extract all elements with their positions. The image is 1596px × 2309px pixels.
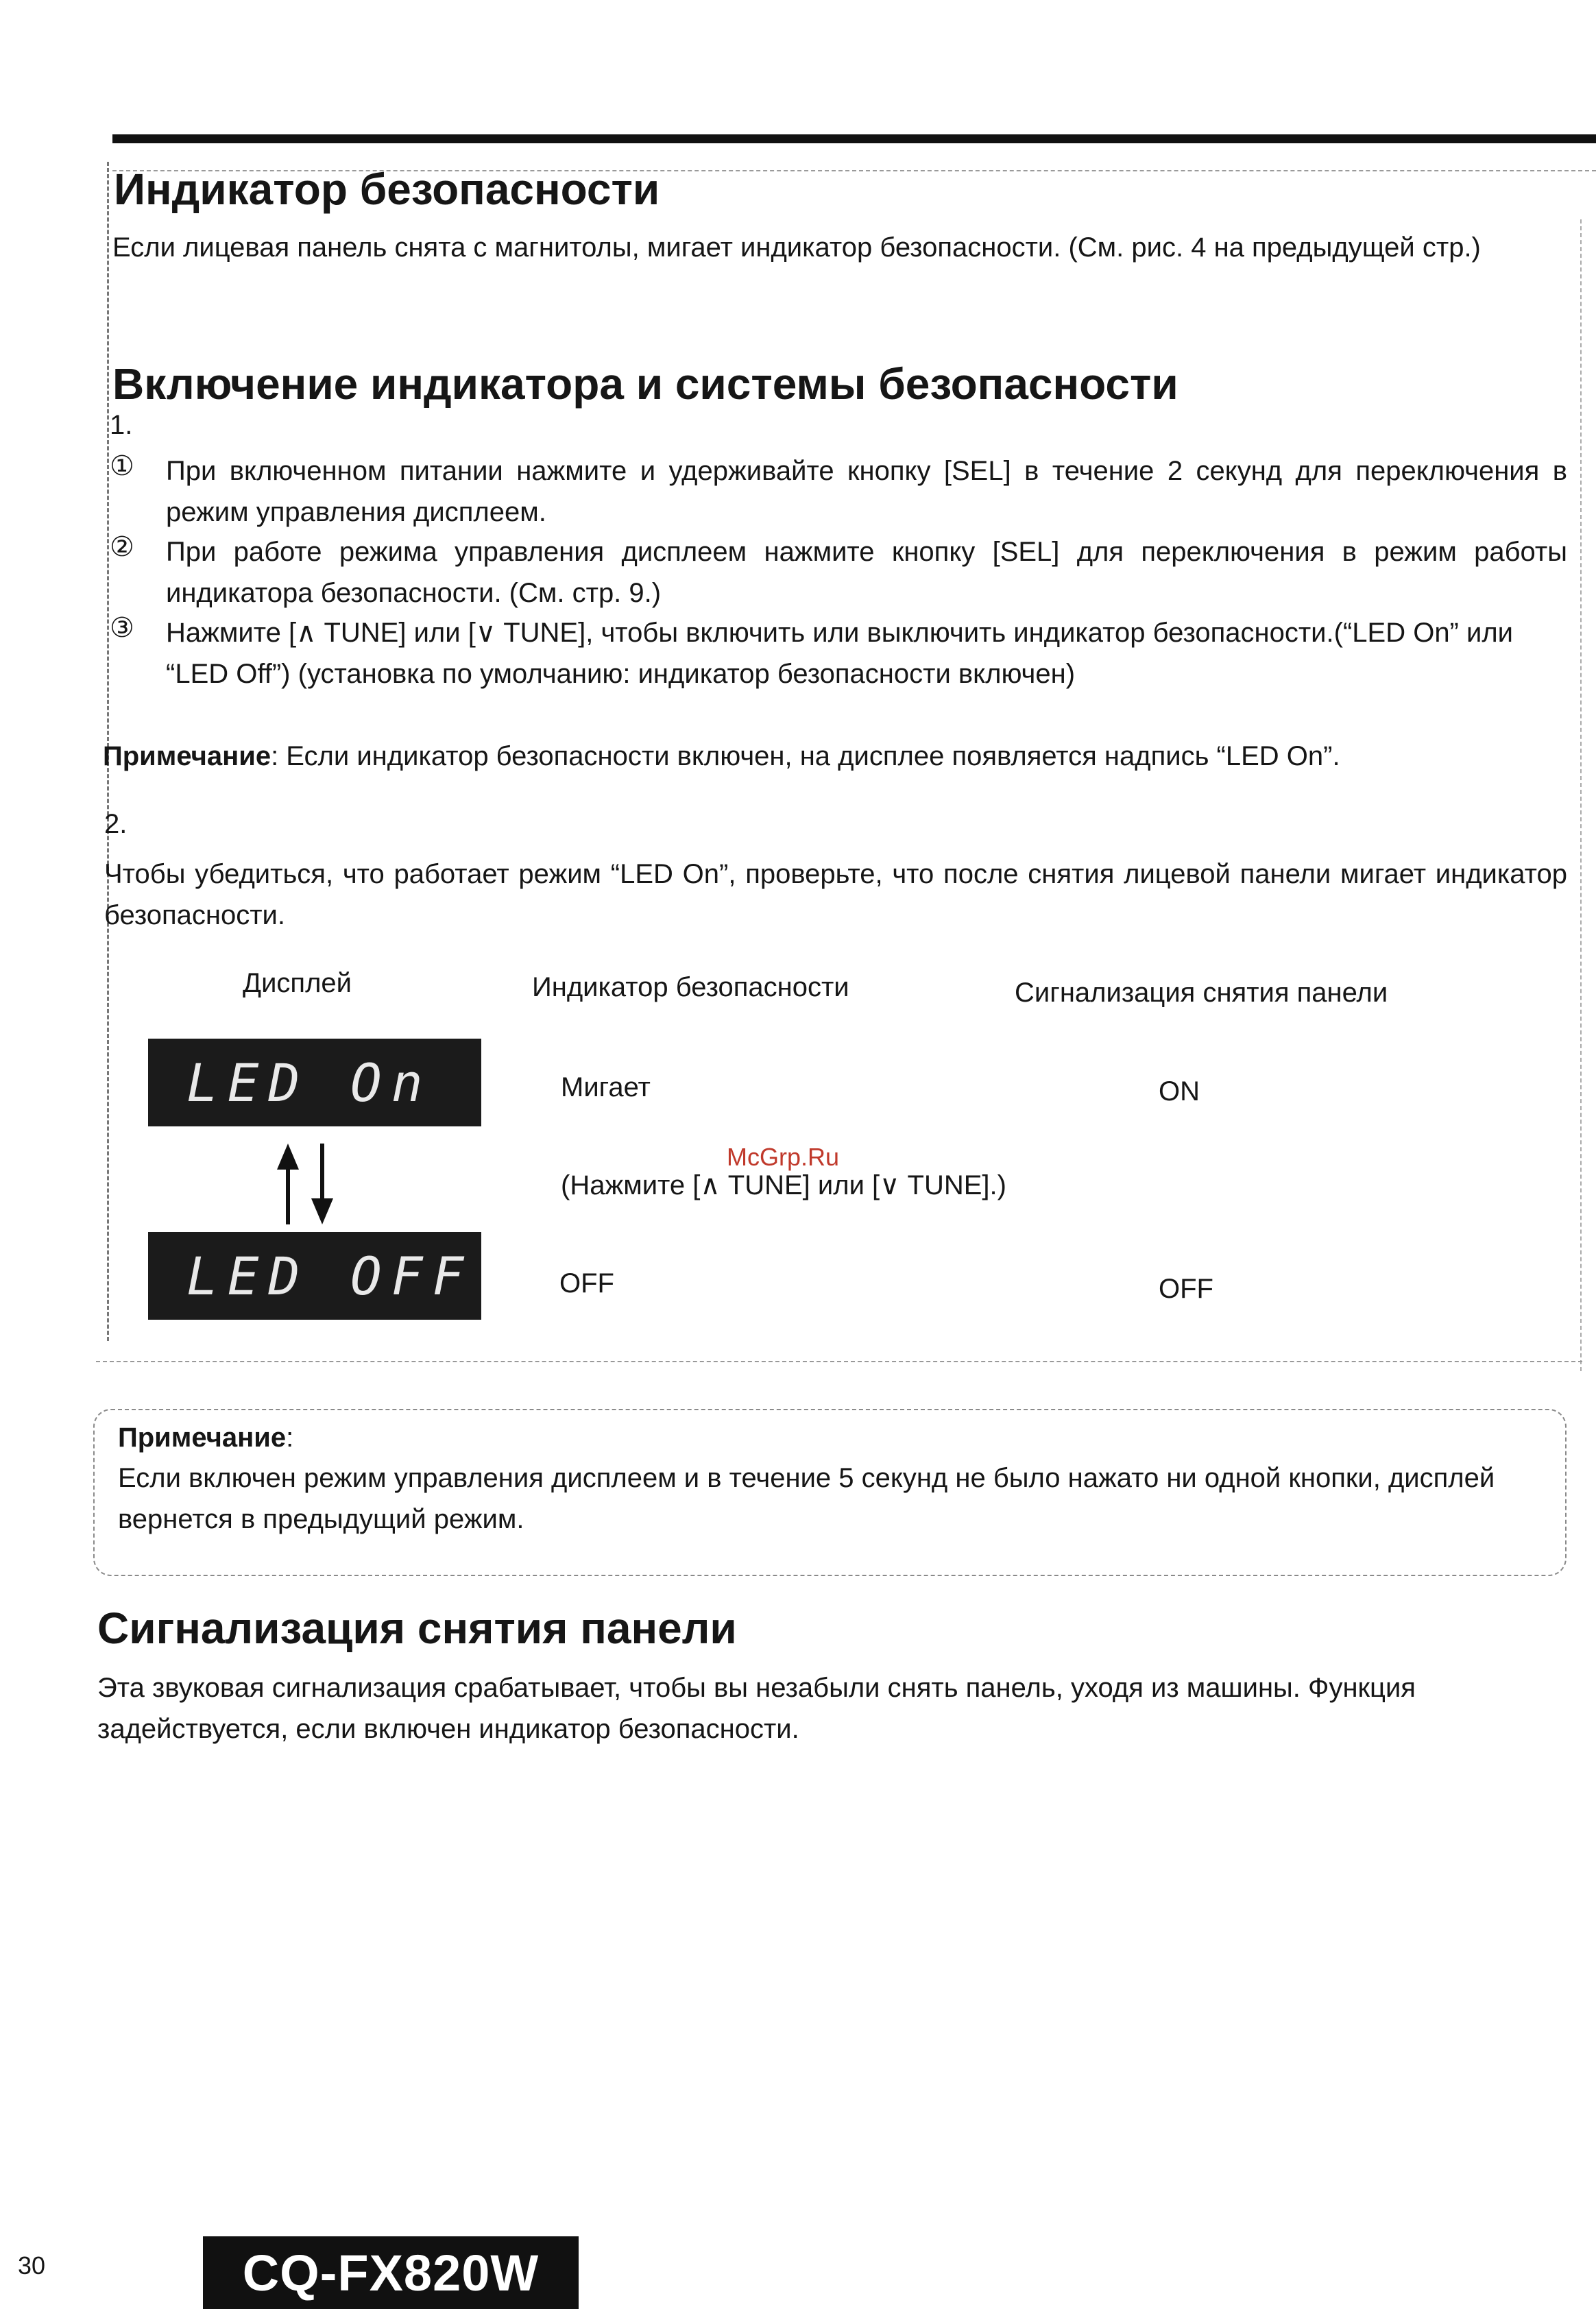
lcd-display-led-on: LED On	[148, 1039, 481, 1126]
section-title-enable-indicator: Включение индикатора и системы безопасности	[112, 359, 1178, 409]
step-2-text: При работе режима управления дисплеем нажмите кнопку [SEL] для переключения в режим работы индикатора безопасности. (См. стр. 9.)	[166, 537, 1567, 608]
dashed-margin-right	[1580, 219, 1582, 1371]
note-box-label-line	[118, 1416, 293, 1459]
step-marker-2: ②	[110, 532, 134, 562]
top-rule	[112, 134, 1596, 143]
column-header-display: Дисплей	[243, 968, 352, 998]
section-security-indicator-text: Если лицевая панель снята с магнитолы, мигает индикатор безопасности. (См. рис. 4 на предыдущей стр.)	[112, 232, 1481, 263]
row2-indicator-value: OFF	[559, 1268, 614, 1298]
step-2-paragraph: Чтобы убедиться, что работает режим “LED On”, проверьте, что после снятия лицевой панели мигает индикатор безопасности.	[104, 859, 1567, 930]
dashed-divider-section	[96, 1361, 1582, 1362]
watermark-text: McGrp.Ru	[727, 1143, 840, 1171]
section-title-security-indicator: Индикатор безопасности	[114, 165, 660, 214]
note-box-label: Примечание	[118, 1423, 287, 1453]
note-inline-label: Примечание	[103, 741, 271, 771]
step-3-text: Нажмите [∧ TUNE] или [∨ TUNE], чтобы включить или выключить индикатор безопасности.(“LED On” или “LED Off”) (установка по умолчанию: индикатор безопасности включен)	[166, 618, 1514, 689]
step-1-text: При включенном питании нажмите и удерживайте кнопку [SEL] в течение 2 секунд для переключения в режим управления дисплеем.	[166, 456, 1567, 527]
note-inline	[103, 735, 1340, 777]
step-marker-1: ①	[110, 451, 134, 481]
row1-alarm-value: ON	[1159, 1076, 1200, 1107]
section-title-panel-alarm: Сигнализация снятия панели	[97, 1604, 737, 1653]
arrow-up-icon	[277, 1144, 299, 1224]
note-box-text: Если включен режим управления дисплеем и в течение 5 секунд не было нажато ни одной кнопки, дисплей вернется в предыдущий режим.	[118, 1463, 1495, 1534]
lcd-display-led-off: LED OFF	[148, 1232, 481, 1320]
step-number-2: 2.	[104, 809, 128, 839]
row1-indicator-value: Мигает	[561, 1072, 651, 1102]
column-header-indicator: Индикатор безопасности	[532, 972, 849, 1002]
row2-alarm-value: OFF	[1159, 1274, 1213, 1304]
note-box-label-colon: :	[286, 1423, 294, 1453]
toggle-arrows	[267, 1144, 343, 1226]
note-inline-text: : Если индикатор безопасности включен, на дисплее появляется надпись “LED On”.	[271, 741, 1340, 771]
arrow-down-icon	[311, 1144, 333, 1224]
column-header-alarm: Сигнализация снятия панели	[1015, 978, 1388, 1008]
model-badge: CQ-FX820W	[203, 2236, 579, 2309]
step-number-1: 1.	[110, 410, 133, 440]
section-panel-alarm-text: Эта звуковая сигнализация срабатывает, чтобы вы незабыли снять панель, уходя из машины. Функция задействуется, если включен индикатор безопасности.	[97, 1673, 1416, 1744]
step-marker-3: ③	[110, 613, 134, 643]
page-number: 30	[18, 2251, 46, 2280]
press-tune-instruction: (Нажмите [∧ TUNE] или [∨ TUNE].)	[561, 1170, 1006, 1200]
